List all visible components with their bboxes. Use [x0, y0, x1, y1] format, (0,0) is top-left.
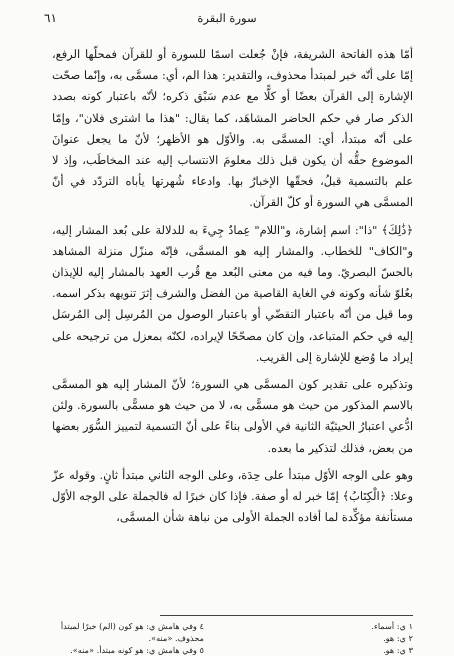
paragraph-kitab: وهو على الوجه الأوّل مبتدأ على حِدَة، وعلى الوجه الثاني مبتدأ ثانٍ. وقوله عزّ وعلا: ﴿الْكِتَابُ﴾ إمّا خبر له أو صفة. فإذا كان خبرًا له فالجملة على الوجه الأوّل مستأنفة مؤكِّدة لما أفاده الجملة الأولى من نباهة شأن المسمَّى،: [52, 467, 413, 525]
footnote-5: ٥ وفي هامش ي: هو كونه مبتدأ. «منه».: [70, 645, 204, 655]
footnote-2: ٢ ي: هو.: [383, 633, 413, 643]
paragraph-dhalika: ﴿ذَٰلِكَ﴾ "ذا": اسم إشارة، و"اللام" عِمادٌ جِيءَ به للدلالة على بُعد المشار إليه، و"الكاف" للخطاب. والمشار إليه هو المسمَّى، فإنّه منزّل منزلة المشاهد بالحسّ البصريّ. وما فيه من معنى البُعد مع قُرب العهد بالمشار إليه للإيذان بعُلوّ شأنه وكونه في الغاية القاصية من الفضل والشرف إثرَ تنويهه بذكر اسمه. وما قيل من أنّه باعتبار التقضّي أو باعتبار الوصول من المُرسِل إلى المُرسَل إليه في حكم المتباعد، وإن كان مصحّحًا لإيراده، لكنّه بمعزل من ترجيحه على إيراد ما وُضع للإشارة إلى القريب.: [52, 222, 413, 364]
page-header: [44, 9, 410, 31]
main-text: [52, 44, 413, 534]
footnote-1: ١ ي: أسماء.: [371, 621, 413, 631]
footnote-4: ٤ وفي هامش ي: هو كون (الم) خبرًا لمبتدأ: [60, 621, 204, 631]
running-title: سورة البقرة: [197, 11, 257, 25]
paragraph-fatiha: أمّا هذه الفاتحة الشريفة، فإنْ جُعلت اسمًا للسورة أو للقرآن فمحلّها الرفع، إمّا على أنّه خبر لمبتدأ محذوف، والتقدير: هذا الم، أي: مسمَّى به، وإنّما صحّت الإشارة إلى القرآن بعضًا أو كلًّا مع عدم سَبْق ذكره؛ لأنّه باعتبار كونه بصدد الذكر صار في حكم الحاضر المشاهَد، كما يقال: "هذا ما اشترى فلان"، وإمّا على أنّه مبتدأ، أي: المسمَّى به. والأوّل هو الأظهر؛ لأنّ ما يجعل عنوانَ الموضوع حقُّه أن يكون قبل ذلك معلومَ الانتساب إليه عند المخاطَب، وإذ لا علم بالتسمية قبلُ، فحقّها الإخبارُ بها. وادعاء شُهرتها يأباه التردّد في أنّ المسمَّى هي السورة أو كلّ القرآن.: [52, 47, 413, 210]
footnote-separator: [160, 615, 413, 616]
paragraph-tadhkir: وتذكيره على تقدير كون المسمَّى هي السورة؛ لأنّ المشار إليه هو المسمَّى بالاسم المذكور من حيث هو مسمًّى به، لا من حيث هو مسمًّى بالسورة. ولئن ادُّعي اعتبارُ الحيثيّة الثانية في الأولى بناءً على أنّ التسمية لتمييز السُّوَر بعضها من بعض، فذلك لتذكير ما بعده.: [52, 377, 413, 455]
page-number: ٦١: [44, 11, 57, 25]
footnote-4-continued: محذوف. «منه».: [148, 633, 204, 643]
footnote-3: ٣ ي: هو.: [383, 645, 413, 655]
